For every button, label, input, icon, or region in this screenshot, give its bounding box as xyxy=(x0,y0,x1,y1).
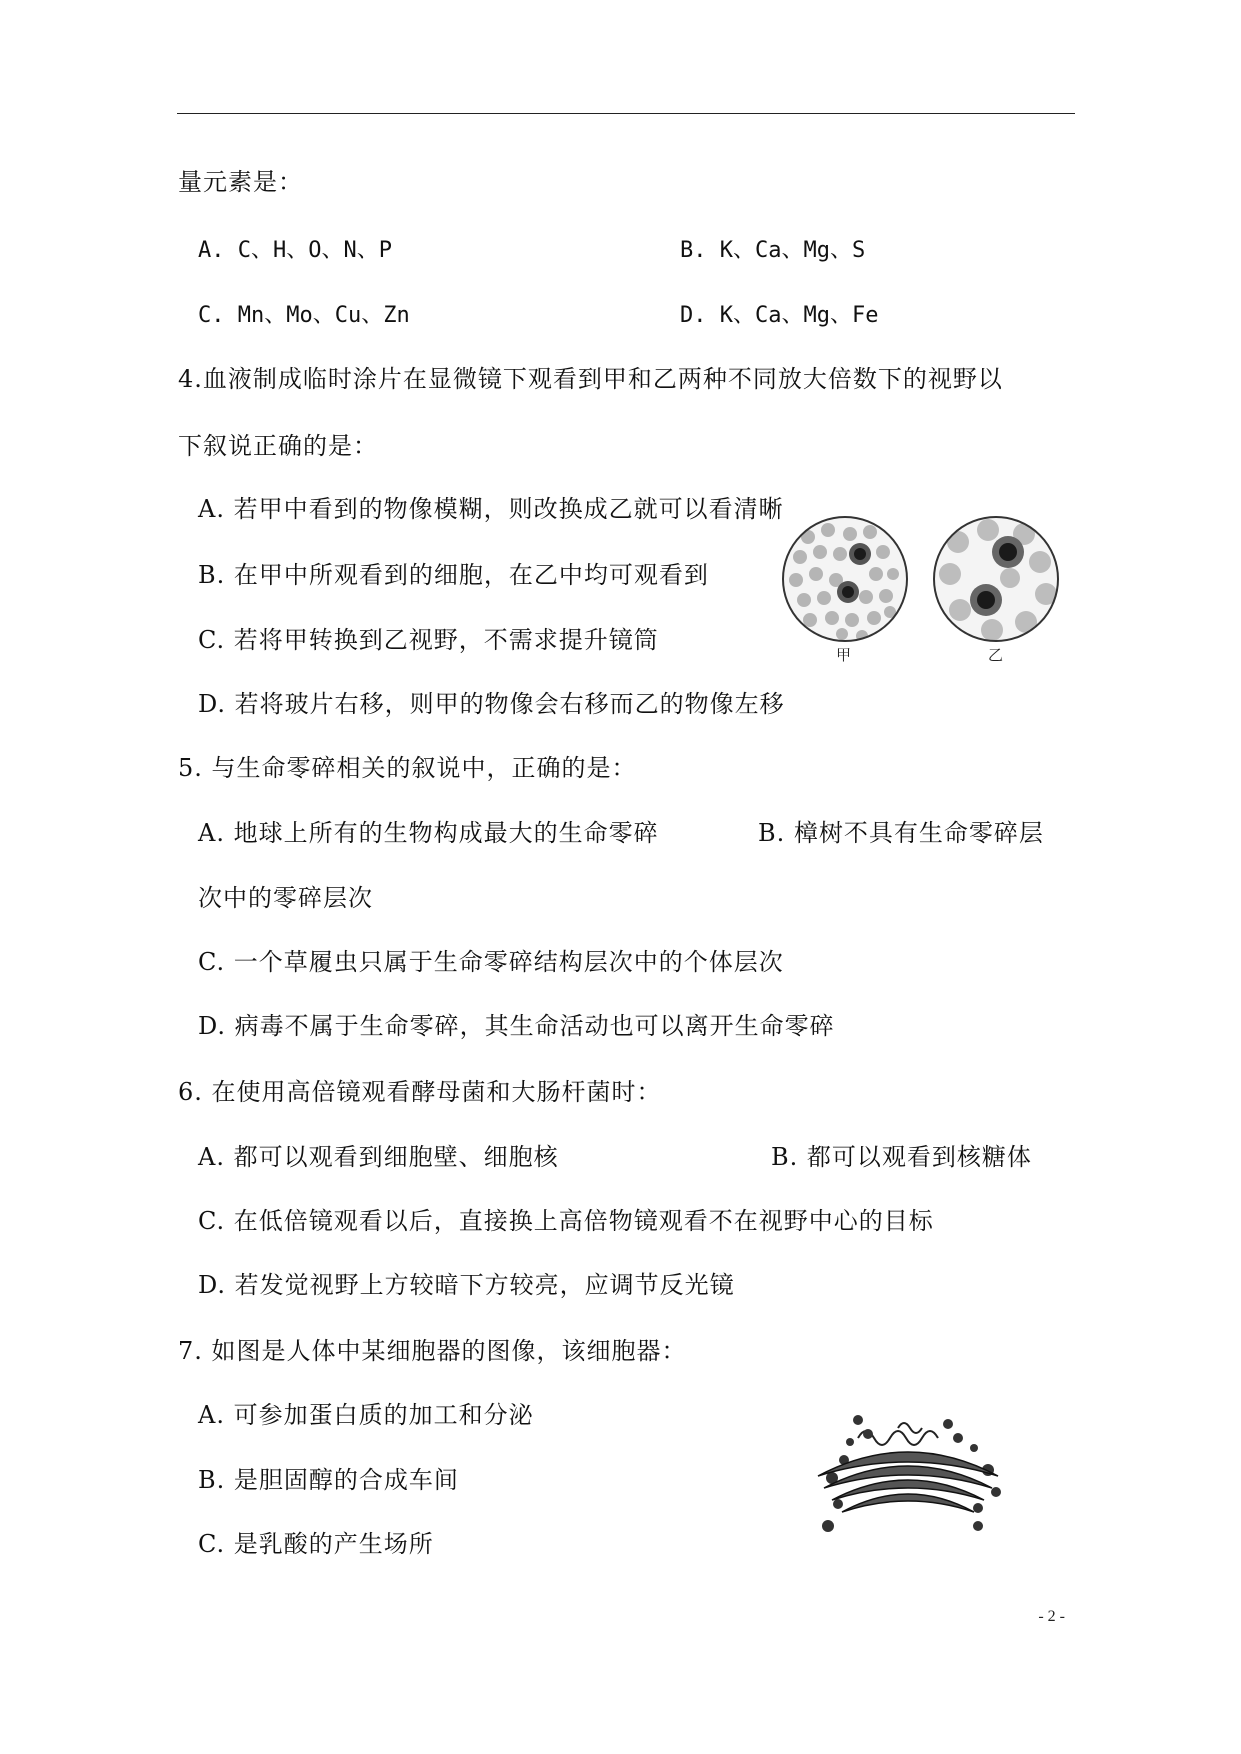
q6-option-d: D. 若发觉视野上方较暗下方较亮，应调节反光镜 xyxy=(198,1271,735,1299)
header-rule xyxy=(177,113,1075,114)
q3-option-d: D. K、Ca、Mg、Fe xyxy=(680,303,879,328)
q4-option-c: C. 若将甲转换到乙视野，不需求提升镜筒 xyxy=(198,626,659,654)
q3-option-c: C. Mn、Mo、Cu、Zn xyxy=(198,303,410,328)
figure-caption-jia: 甲 xyxy=(836,646,852,664)
q6-option-b: B. 都可以观看到核糖体 xyxy=(771,1143,1032,1171)
figure-caption-yi: 乙 xyxy=(988,646,1004,664)
q3-option-b: B. K、Ca、Mg、S xyxy=(680,238,866,263)
q7-option-c: C. 是乳酸的产生场所 xyxy=(198,1530,434,1558)
q6-option-a: A. 都可以观看到细胞壁、细胞核 xyxy=(198,1143,559,1171)
microscope-fields-figure xyxy=(778,512,1068,672)
q4-option-b: B. 在甲中所观看到的细胞，在乙中均可观看到 xyxy=(198,561,709,589)
q4-option-a: A. 若甲中看到的物像模糊，则改换成乙就可以看清晰 xyxy=(198,495,784,523)
q5-stem: 5. 与生命零碎相关的叙说中，正确的是： xyxy=(178,754,637,782)
q5-option-d: D. 病毒不属于生命零碎，其生命活动也可以离开生命零碎 xyxy=(198,1012,835,1040)
q6-stem: 6. 在使用高倍镜观看酵母菌和大肠杆菌时： xyxy=(178,1078,662,1106)
q7-option-b: B. 是胆固醇的合成车间 xyxy=(198,1466,459,1494)
q5-option-b-line1: B. 樟树不具有生命零碎层 xyxy=(758,819,1044,847)
q3-tail: 量元素是： xyxy=(178,168,303,196)
q4-option-d: D. 若将玻片右移，则甲的物像会右移而乙的物像左移 xyxy=(198,690,785,718)
page-number: - 2 - xyxy=(1038,1608,1065,1625)
q4-stem-line1: 4.血液制成临时涂片在显微镜下观看到甲和乙两种不同放大倍数下的视野以 xyxy=(178,365,1003,393)
q7-option-a: A. 可参加蛋白质的加工和分泌 xyxy=(198,1401,534,1429)
q5-option-b-line2: 次中的零碎层次 xyxy=(198,884,373,912)
golgi-apparatus-figure xyxy=(798,1408,1018,1538)
q6-option-c: C. 在低倍镜观看以后，直接换上高倍物镜观看不在视野中心的目标 xyxy=(198,1207,934,1235)
q5-option-a: A. 地球上所有的生物构成最大的生命零碎 xyxy=(198,819,659,847)
q4-stem-line2: 下叙说正确的是： xyxy=(178,432,378,460)
q7-stem: 7. 如图是人体中某细胞器的图像，该细胞器： xyxy=(178,1337,687,1365)
q5-option-c: C. 一个草履虫只属于生命零碎结构层次中的个体层次 xyxy=(198,948,784,976)
q3-option-a: A. C、H、O、N、P xyxy=(198,238,392,263)
